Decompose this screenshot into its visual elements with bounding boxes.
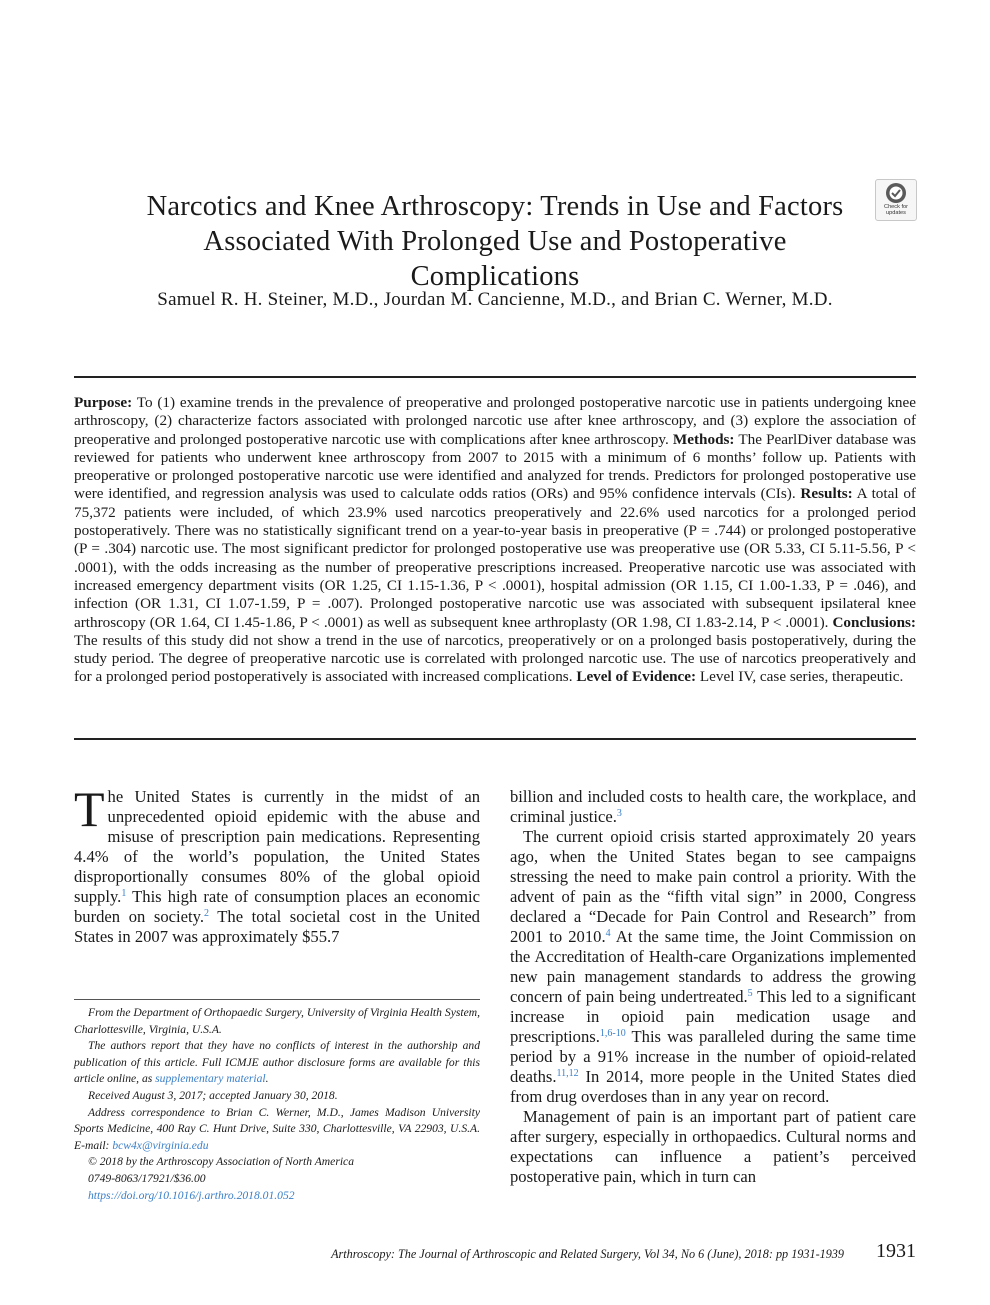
page-number: 1931 xyxy=(876,1240,916,1262)
check-for-updates-label: Check for updates xyxy=(884,204,908,217)
results-text: A total of 75,372 patients were included, of which 23.9% used narcotics preoperatively and 22.6% used narcotics for a prolonged period postoperatively. There was no statistically significant trend on a year-to-year basis in preoperative (P = .744) or prolonged postoperative (P = .304) narcotic use. The most significant predictor for prolonged postoperative use was preoperative use (OR 5.33, CI 5.11-5.56, P < .0001), with the odds increasing as the number of preoperative prescriptions increased. Preoperative narcotic use was associated with increased emergency department visits (OR 1.25, CI 1.15-1.36, P < .0001), hospital admission (OR 1.15, CI 1.00-1.33, P = .046), and infection (OR 1.31, CI 1.07-1.59, P = .007). Prolonged postoperative narcotic use was associated with subsequent ipsilateral knee arthroscopy (OR 1.64, CI 1.45-1.86, P < .0001) as well as subsequent knee arthroplasty (OR 1.98, CI 1.83-2.14, P < .0001). xyxy=(74,485,916,631)
body-paragraph xyxy=(510,827,916,1107)
body-text: The total societal cost in the United States in 2007 was approximately $55.7 xyxy=(74,907,480,946)
level-of-evidence-text: Level IV, case series, therapeutic. xyxy=(699,668,904,686)
results-label: Results: xyxy=(800,485,853,503)
conclusions-text: The results of this study did not show a trend in the use of narcotics, preoperatively or on a prolonged basis postoperatively, during the study period. The degree of preoperative narcotic use is correlated with prolonged narcotic use. The use of narcotics preoperatively and for a prolonged period postoperatively is associated with increased complications. xyxy=(74,631,916,686)
body-text: billion and included costs to health care, the workplace, and criminal justice. xyxy=(510,787,916,826)
body-column-left xyxy=(74,781,480,947)
reference-link[interactable]: 4 xyxy=(605,928,611,939)
body-text: In 2014, more people in the United States died from drug overdoses than in any year on record. xyxy=(510,1067,916,1106)
body-paragraph xyxy=(510,787,916,827)
article-title: Narcotics and Knee Arthroscopy: Trends in Use and Factors Associated With Prolonged Use and Postoperative Complications xyxy=(146,191,844,293)
journal-citation: Arthroscopy: The Journal of Arthroscopic and Related Surgery, Vol 34, No 6 (June), 2018: pp 1931-1939 xyxy=(331,1247,844,1261)
disclosure-text: The authors report that they have no conflicts of interest in the authorship and publication of this article. Full ICMJE author disclosure forms are available for this article online, as xyxy=(74,1039,480,1086)
body-text: This led to a significant increase in opioid pain medication usage and prescriptions. xyxy=(510,987,916,1046)
reference-link[interactable]: 11,12 xyxy=(556,1068,579,1079)
body-text: he United States is currently in the midst of an unprecedented opioid epidemic with the abuse and misuse of prescription pain medications. Representing 4.4% of the world’s population, the United States disproportionally consumes 80% of the global opioid supply. xyxy=(74,787,480,906)
intro-paragraph xyxy=(74,781,480,947)
author-list: Samuel R. H. Steiner, M.D., Jourdan M. Cancienne, M.D., and Brian C. Werner, M.D. xyxy=(157,289,833,310)
conclusions-label: Conclusions: xyxy=(832,613,916,631)
methods-text: The PearlDiver database was reviewed for patients who underwent knee arthroscopy from 2007 to 2015 with a minimum of 6 months’ follow up. Patients with preoperative or prolonged postoperative narcotic use were identified and analyzed for trends. Predictors for prolonged postoperative use were identified, and regression analysis was used to calculate odds ratios (ORs) and 95% confidence intervals (CIs). xyxy=(74,430,916,503)
level-of-evidence-label: Level of Evidence: xyxy=(576,668,697,686)
methods-label: Methods: xyxy=(672,430,735,448)
crossmark-icon xyxy=(885,182,907,204)
disclosure-end: . xyxy=(265,1072,269,1086)
check-for-updates-badge[interactable] xyxy=(875,179,917,221)
purpose-label: Purpose: xyxy=(74,394,133,411)
reference-link[interactable]: 5 xyxy=(747,988,753,999)
drop-cap: T xyxy=(74,781,105,837)
body-column-right xyxy=(510,787,916,1187)
received-note: Received August 3, 2017; accepted January 30, 2018. xyxy=(88,1088,338,1102)
reference-link[interactable]: 1 xyxy=(121,888,127,899)
copyright-note: © 2018 by the Arthroscopy Association of North America xyxy=(88,1155,355,1169)
issn-note: 0749-8063/17921/$36.00 xyxy=(88,1171,206,1185)
body-text: This high rate of consumption places an economic burden on society. xyxy=(74,887,480,926)
address-text: Address correspondence to Brian C. Werner, M.D., James Madison University Sports Medicine, 400 Ray C. Hunt Drive, Suite 330, Charlottesville, VA 22903, U.S.A. E-mail: xyxy=(74,1105,480,1152)
body-text: At the same time, the Joint Commission on the Accreditation of Health-care Organizations implemented new pain management standards to address the growing concern of pain being undertreated. xyxy=(510,927,917,1006)
disclosure-note xyxy=(74,1038,480,1088)
body-text: This was paralleled during the same time period by a 91% increase in the number of opioid-related deaths. xyxy=(510,1027,916,1086)
abstract xyxy=(74,394,916,687)
doi-link[interactable]: https://doi.org/10.1016/j.arthro.2018.01.052 xyxy=(88,1188,295,1202)
email-link[interactable]: bcw4x@virginia.edu xyxy=(112,1138,209,1152)
abstract-bottom-rule xyxy=(74,738,916,740)
supplementary-material-link[interactable]: supplementary material xyxy=(155,1072,266,1086)
footnote-rule xyxy=(74,999,480,1000)
affiliation-note: From the Department of Orthopaedic Surgery, University of Virginia Health System, Charlottesville, Virginia, U.S.A. xyxy=(74,1006,480,1036)
body-text: The current opioid crisis started approximately 20 years ago, when the United States began to see campaigns stressing the need to make pain control a priority. With the advent of pain as the “fifth vital sign” in 2000, Congress declared a “Decade for Pain Control and Research” from 2001 to 2010. xyxy=(510,827,916,946)
purpose-text: To (1) examine trends in the prevalence of preoperative and prolonged postoperative narcotic use in patients undergoing knee arthroscopy, (2) characterize factors associated with prolonged narcotic use after knee arthroscopy, and (3) explore the association of preoperative and prolonged postoperative narcotic use with complications after knee arthroscopy. xyxy=(74,394,916,448)
body-paragraph: Management of pain is an important part of patient care after surgery, especially in orthopaedics. Cultural norms and expectations can influence a patient’s perceived postoperative pain, which in turn can xyxy=(510,1107,916,1186)
correspondence-note xyxy=(74,1105,480,1155)
footnotes xyxy=(74,1005,480,1204)
reference-link[interactable]: 2 xyxy=(203,908,209,919)
abstract-top-rule xyxy=(74,376,916,378)
reference-link[interactable]: 1,6-10 xyxy=(599,1028,626,1039)
reference-link[interactable]: 3 xyxy=(616,808,622,819)
